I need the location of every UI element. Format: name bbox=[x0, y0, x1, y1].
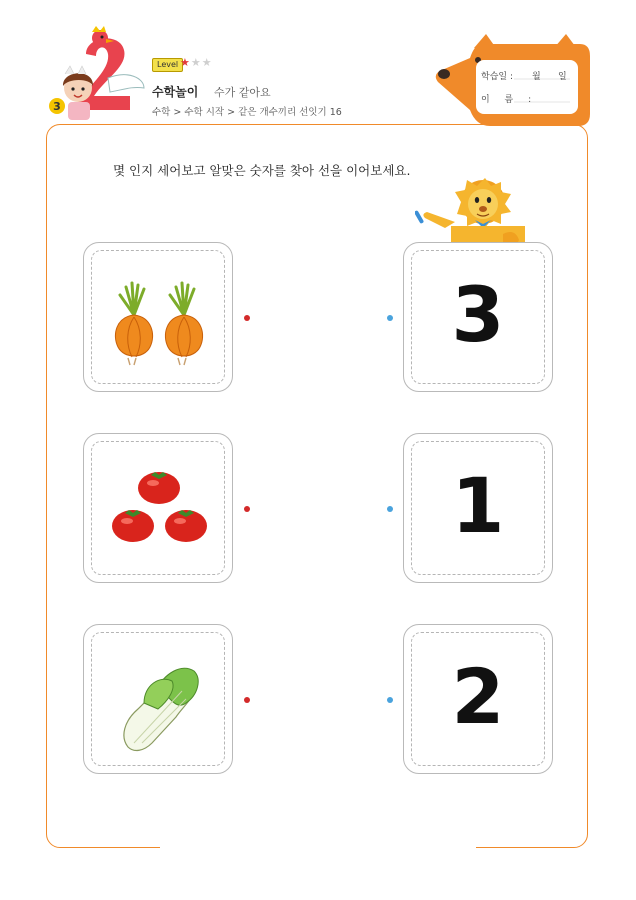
onion-icon bbox=[165, 283, 202, 365]
right-connect-dot[interactable] bbox=[387, 697, 393, 703]
onion-group bbox=[98, 257, 220, 379]
mascot-girl-with-number-icon bbox=[48, 26, 148, 126]
number-digit: 3 bbox=[451, 270, 505, 359]
page-title: 수학놀이 bbox=[152, 85, 199, 99]
number-digit: 1 bbox=[451, 461, 505, 550]
onion-icon bbox=[115, 283, 152, 365]
level-badge: Level bbox=[152, 58, 183, 72]
frame-bottom-gap bbox=[160, 838, 476, 858]
tomato-group bbox=[98, 448, 220, 570]
left-connect-dot[interactable] bbox=[244, 315, 250, 321]
left-connect-dot[interactable] bbox=[244, 697, 250, 703]
number-card-1 bbox=[403, 242, 553, 392]
right-connect-dot[interactable] bbox=[387, 506, 393, 512]
study-date-label: 학습일 : bbox=[481, 72, 513, 82]
number-card-3 bbox=[403, 624, 553, 774]
picture-card-tomatoes bbox=[83, 433, 233, 583]
instruction-text: 몇 인지 세어보고 알맞은 숫자를 찾아 선을 이어보세요. bbox=[113, 163, 411, 178]
study-day-label: 일 bbox=[558, 72, 567, 82]
star-empty-icon: ★ bbox=[190, 56, 202, 69]
tomato-icon bbox=[112, 510, 154, 542]
lion-mascot-icon bbox=[415, 178, 525, 248]
study-month-label: 월 bbox=[532, 72, 541, 82]
star-empty-icon: ★ bbox=[201, 56, 213, 69]
left-connect-dot[interactable] bbox=[244, 506, 250, 512]
svg-text:3: 3 bbox=[53, 100, 61, 113]
cabbage-group bbox=[98, 639, 220, 761]
picture-card-onions bbox=[83, 242, 233, 392]
tomato-icon bbox=[138, 472, 180, 504]
tomato-icon bbox=[165, 510, 207, 542]
star-filled-icon: ★ bbox=[180, 56, 191, 69]
picture-card-cabbage bbox=[83, 624, 233, 774]
number-digit: 2 bbox=[451, 652, 505, 741]
name-label: 이 름 : bbox=[481, 95, 538, 105]
cabbage-icon bbox=[124, 668, 198, 750]
level-stars bbox=[180, 56, 213, 69]
breadcrumb: 수학 > 수학 시작 > 같은 개수끼리 선잇기 16 bbox=[152, 107, 342, 118]
right-connect-dot[interactable] bbox=[387, 315, 393, 321]
page-subtitle: 수가 같아요 bbox=[214, 86, 271, 99]
number-card-2 bbox=[403, 433, 553, 583]
